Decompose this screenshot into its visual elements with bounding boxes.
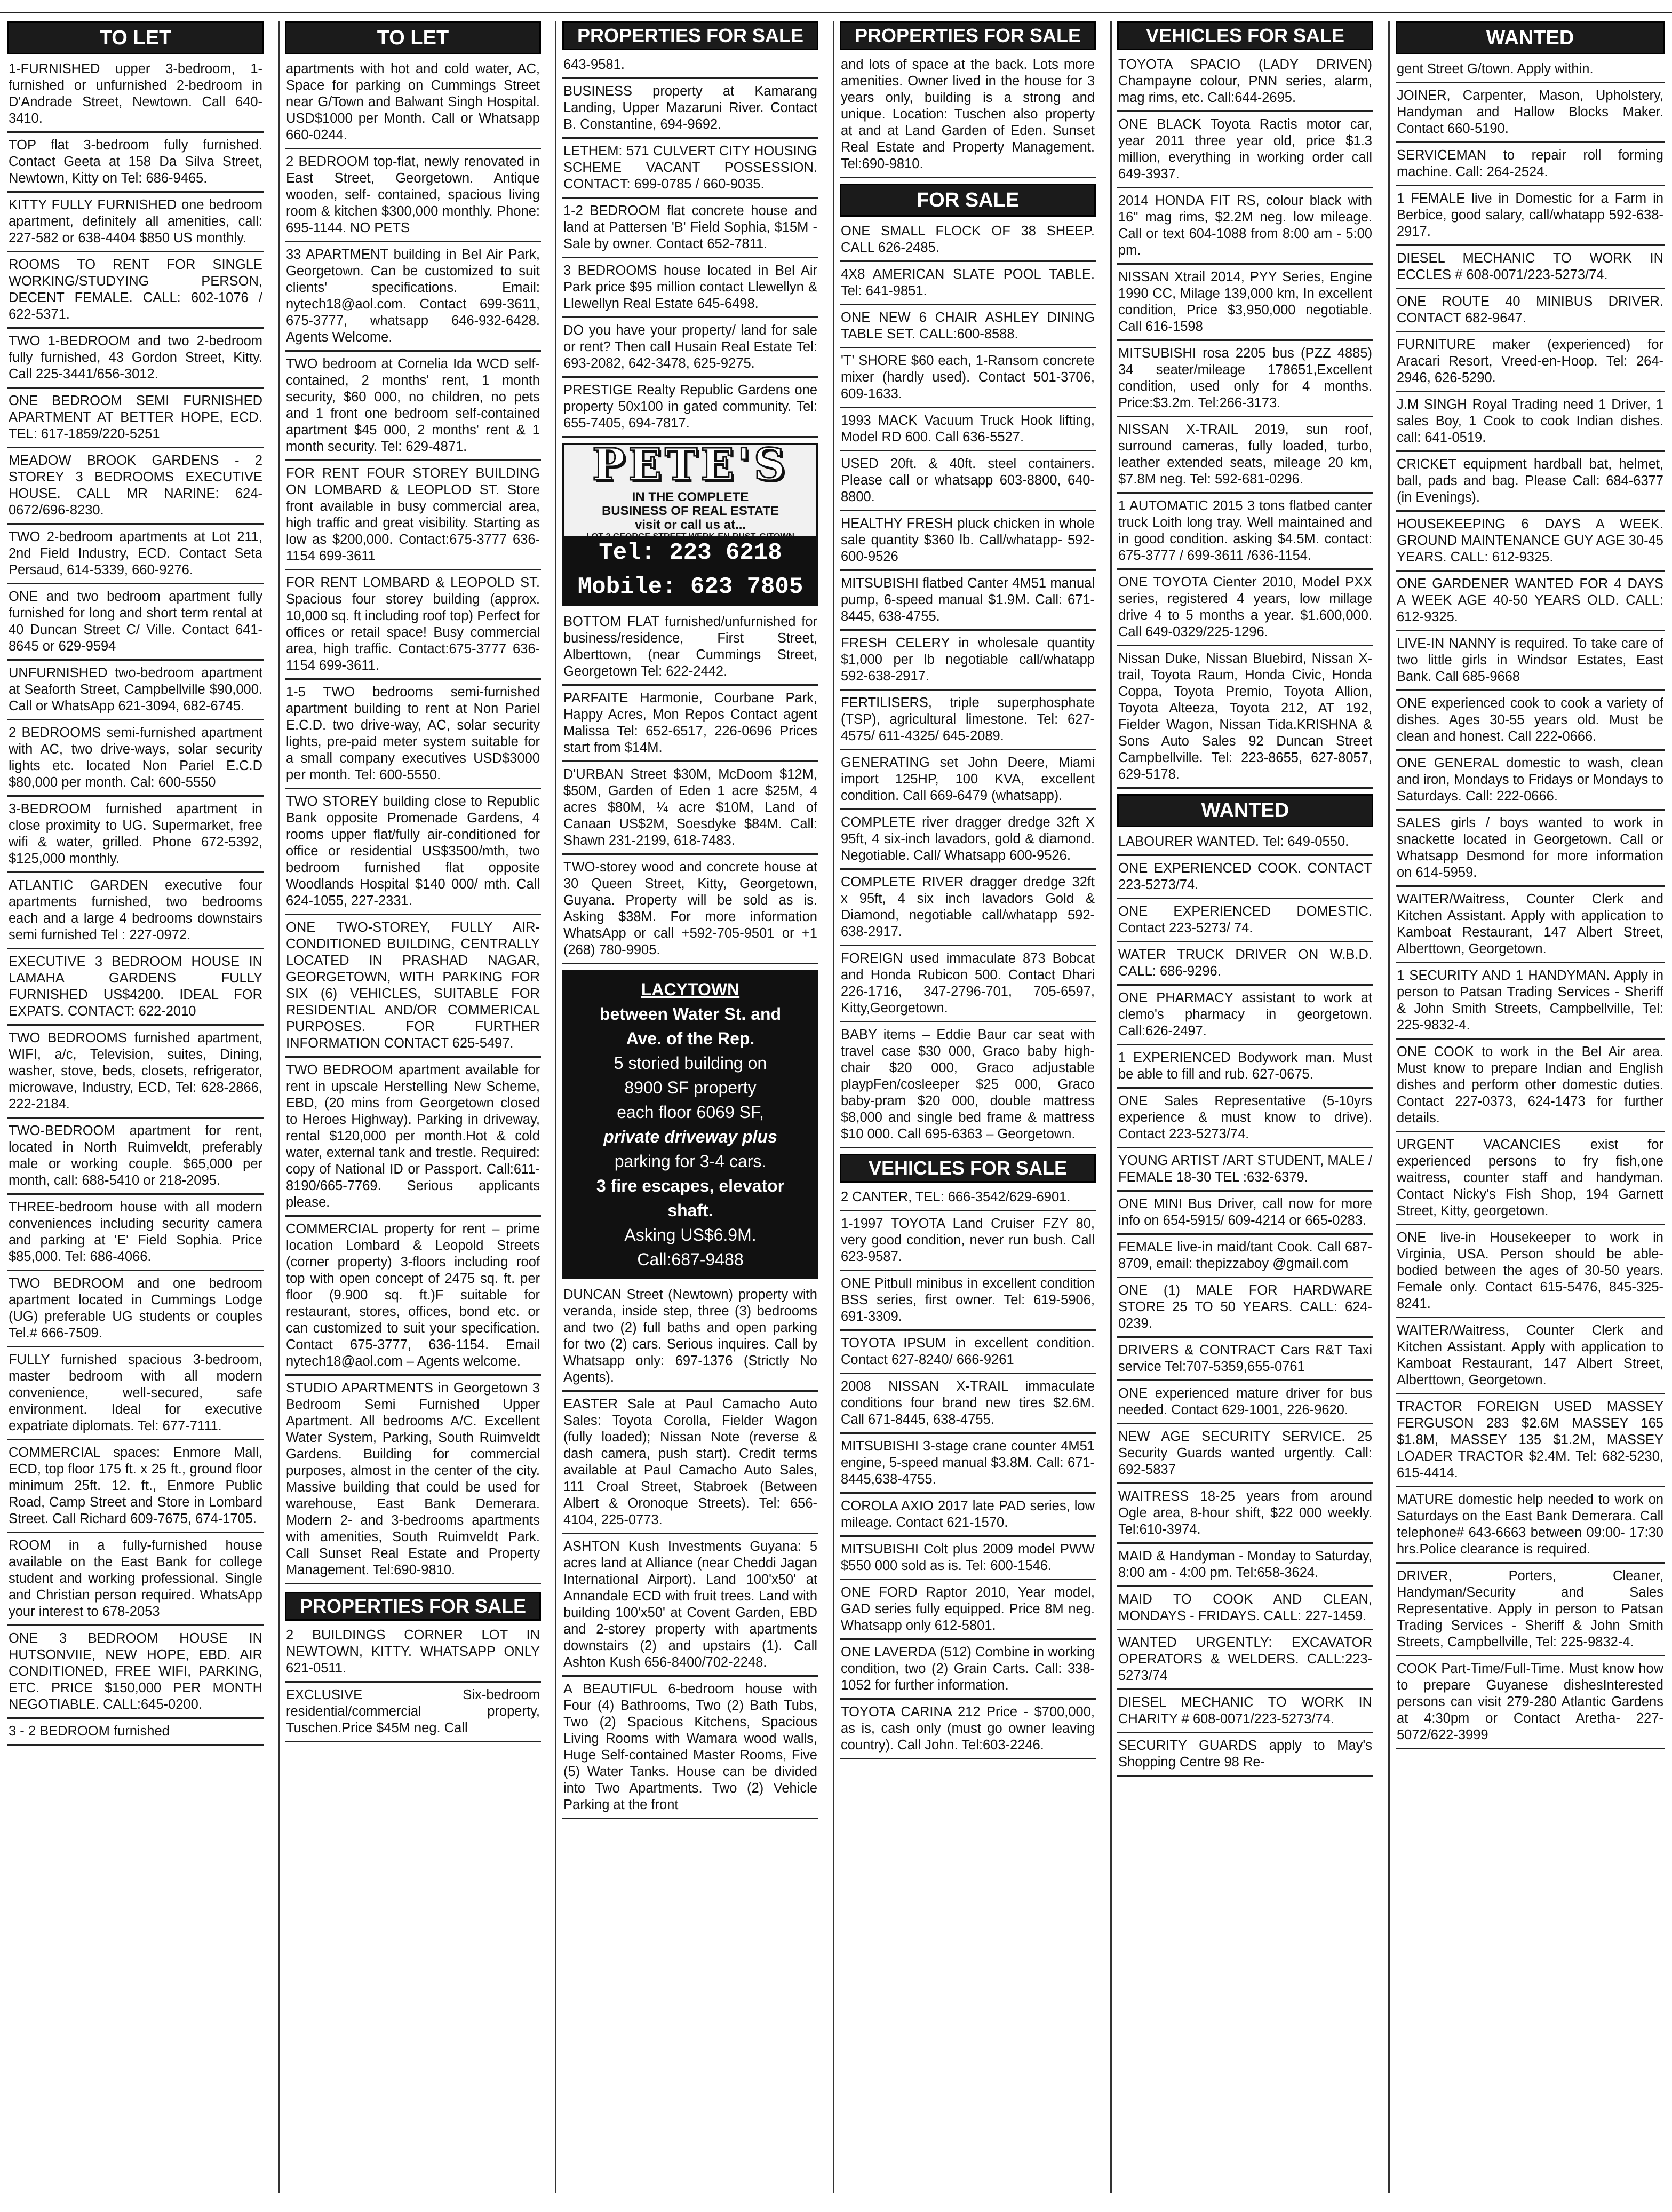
classified-ad: ONE FORD Raptor 2010, Year model, GAD series fully equipped. Price 8M neg. Whatsapp only 612-5801. [840, 1582, 1096, 1640]
classified-ad: HOUSEKEEPING 6 DAYS A WEEK. GROUND MAINTENANCE GUY AGE 30-45 YEARS. CALL: 612-9325. [1396, 514, 1665, 572]
classified-ad: TWO STOREY building close to Republic Bank opposite Promenade Gardens, 4 rooms upper flat/fully air-conditioned for office or residential US$3500/mth, two bedroom furnished flat opposite Woodlands Hospital $140 000/ mth. Call 624-1055, 227-2331. [285, 791, 541, 915]
classified-ad: 1-1997 TOYOTA Land Cruiser FZY 80, very good condition, never run bush. Call 623-9587. [840, 1214, 1096, 1271]
classified-ad: 4X8 AMERICAN SLATE POOL TABLE. Tel: 641-9851. [840, 264, 1096, 305]
classified-ad: FOREIGN used immaculate 873 Bobcat and Honda Rubicon 500. Contact Dhari 226-1716, 347-2796-701, 705-6597, Kitty,Georgetown. [840, 948, 1096, 1022]
classified-ad: 1-FURNISHED upper 3-bedroom, 1-furnished or unfurnished 2-bedroom in D'Andrade Street, Newtown. Call 640-3410. [7, 59, 264, 133]
petes-real-estate-logo [562, 439, 818, 606]
column-4 [838, 21, 1098, 2191]
classified-ad: STUDIO APARTMENTS in Georgetown 3 Bedroom Semi Furnished Upper Apartment. All bedrooms A/C. Excellent Water System, Parking, South Ruimveldt Gardens. Building for commercial purposes, almost in the center of the city. Massive building that could be used for warehouse, East Bank Demerara. Modern 2- and 3-bedrooms apartments with amenities, South Ruimveldt Park. Call Sunset Real Estate and Property Management. Tel:690-9810. [285, 1378, 541, 1584]
section-heading: PROPERTIES FOR SALE [840, 21, 1096, 50]
classified-ad: COMMERCIAL property for rent – prime location Lombard & Leopold Streets (corner property) 3-floors including roof top with open concept of 2475 sq. ft. per floor (9.900 sq. ft.)F suitable for restaurant, stores, offices, bond etc. or can customized to suit your specification. Contact 675-3777, 636-1154. Email nytech18@aol.com – Agents welcome. [285, 1219, 541, 1376]
classified-ad: TOYOTA IPSUM in excellent condition. Contact 627-8240/ 666-9261 [840, 1333, 1096, 1374]
classified-ad: 1-2 BEDROOM flat concrete house and land at Pattersen 'B' Field Sophia, $15M - Sale by owner. Contact 652-7811. [562, 201, 818, 258]
classified-ad: 643-9581. [562, 54, 818, 79]
logo-tagline: IN THE COMPLETE [632, 490, 749, 504]
classified-ad: DUNCAN Street (Newtown) property with veranda, inside step, three (3) bedrooms and two (2) full baths and open parking for two (2) cars. Serious inquires. Call by Whatsapp only: 697-1376 (Strictly No Agents). [562, 1285, 818, 1392]
classified-ad: DIESEL MECHANIC TO WORK IN CHARITY # 608-0071/223-5273/74. [1117, 1692, 1373, 1733]
classified-ad: 3-BEDROOM furnished apartment in close proximity to UG. Supermarket, free wifi & water, grilled. Phone 672-5392, $125,000 monthly. [7, 799, 264, 873]
section-heading: VEHICLES FOR SALE [1117, 21, 1373, 50]
column-divider [1110, 21, 1112, 2193]
classified-ad: ONE Sales Representative (5-10yrs experience & must know to drive). Contact 223-5273/74. [1117, 1091, 1373, 1148]
classified-ad: 3 - 2 BEDROOM furnished [7, 1721, 264, 1746]
classified-ad: BUSINESS property at Kamarang Landing, Upper Mazaruni River. Contact B. Constantine, 694-9692. [562, 81, 818, 139]
classified-ad: LETHEM: 571 CULVERT CITY HOUSING SCHEME VACANT POSSESSION. CONTACT: 699-0785 / 660-9035. [562, 141, 818, 199]
classified-ad: ONE live-in Housekeeper to work in Virginia, USA. Person should be able-bodied between the ages of 30-50 years. Female only. Contact 615-5476, 845-325-8241. [1396, 1227, 1665, 1318]
classified-ad: MITSUBISHI Colt plus 2009 model PWW $550 000 sold as is. Tel: 600-1546. [840, 1539, 1096, 1580]
classified-ad: FOR RENT FOUR STOREY BUILDING ON LOMBARD & LEOPLOD ST. Store front available in busy commercial area, high traffic and great visibility. Starting as low as $200,000. Contact:675-3777 636-1154 699-3611 [285, 463, 541, 570]
ad-list [840, 54, 1096, 178]
classified-ad: 2014 HONDA FIT RS, colour black with 16" mag rims, $2.2M neg. low mileage. Call or text 604-1088 from 8:00 am - 5:00 pm. [1117, 191, 1373, 265]
classified-ad: PARFAITE Harmonie, Courbane Park, Happy Acres, Mon Repos Contact agent Malissa Tel: 652-6517, 226-0696 Prices start from $14M. [562, 688, 818, 762]
ad-list [562, 54, 818, 438]
classified-ad: ONE EXPERIENCED DOMESTIC. Contact 223-5273/ 74. [1117, 901, 1373, 942]
classified-ad: ONE PHARMACY assistant to work at clemo's pharmacy in georgetown. Call:626-2497. [1117, 988, 1373, 1045]
classified-ad: HEALTHY FRESH pluck chicken in whole sale quantity $360 lb. Call/whatapp- 592-600-9526 [840, 513, 1096, 571]
classified-ad: 'T' SHORE $60 each, 1-Ransom concrete mixer (hardly used). Contact 501-3706, 609-1633. [840, 351, 1096, 408]
classified-ad: ONE BEDROOM SEMI FURNISHED APARTMENT AT BETTER HOPE, ECD. TEL: 617-1859/220-5251 [7, 391, 264, 448]
classified-ad: PRESTIGE Realty Republic Gardens one property 50x100 in gated community. Tel: 655-7405, 694-7817. [562, 380, 818, 438]
classified-ad: ONE TWO-STOREY, FULLY AIR-CONDITIONED BUILDING, CENTRALLY LOCATED IN PRASHAD NAGAR, GEORGETOWN, WITH PARKING FOR SIX (6) VEHICLES, SUITABLE FOR RESIDENTIAL AND/OR COMMERICAL PURPOSES. FOR FURTHER INFORMATION CONTACT 625-5497. [285, 917, 541, 1058]
section-heading: WANTED [1396, 21, 1665, 54]
classified-ad: SERVICEMAN to repair roll forming machine. Call: 264-2524. [1396, 145, 1665, 186]
classified-ad: 2 BEDROOMS semi-furnished apartment with AC, two drive-ways, solar security lights etc. located Non Pariel E.C.D $80,000 per month. Cal: 600-5550 [7, 723, 264, 797]
classified-ad: COROLA AXIO 2017 late PAD series, low mileage. Contact 621-1570. [840, 1496, 1096, 1537]
classified-ad: J.M SINGH Royal Trading need 1 Driver, 1 sales Boy, 1 Cook to cook Indian dishes. call: 641-0519. [1396, 394, 1665, 452]
classified-ad: ONE GARDENER WANTED FOR 4 DAYS A WEEK AGE 40-50 YEARS OLD. CALL: 612-9325. [1396, 574, 1665, 631]
classified-ad: COMPLETE river dragger dredge 32ft X 95ft, 4 six-inch lavadors, gold & diamond. Negotiable. Call/ Whatsapp 600-9526. [840, 812, 1096, 870]
classified-ad: TWO-storey wood and concrete house at 30 Queen Street, Kitty, Georgetown, Guyana. Property will be sold as is. Asking $38M. For more information WhatsApp or call +592-705-9501 or +1 (268) 780-9905. [562, 857, 818, 964]
box-line: Ave. of the Rep. [626, 1029, 755, 1048]
classified-ad: BABY items – Eddie Baur car seat with travel case $30 000, Graco baby high-chair $20 000, Graco adjustable playpFen/cosleeper $25 000, Graco baby-pram $20 000, double mattress $8,000 and single bed frame & mattress $10 000. Call 695-6363 – Georgetown. [840, 1025, 1096, 1148]
ad-list [285, 59, 541, 1584]
section-heading: TO LET [7, 21, 264, 54]
classified-ad: LIVE-IN NANNY is required. To take care of two little girls in Windsor Estates, East Bank. Call 685-9668 [1396, 633, 1665, 691]
classified-ad: ONE COOK to work in the Bel Air area. Must know to prepare Indian and English dishes and perform other domestic duties. Contact 227-0373, 624-1473 for further details. [1396, 1042, 1665, 1132]
classified-ad: FRESH CELERY in wholesale quantity $1,000 per lb negotiable call/whatapp 592-638-2917. [840, 633, 1096, 691]
classified-ad: SECURITY GUARDS apply to May's Shopping Centre 98 Re- [1117, 1735, 1373, 1777]
section-heading: FOR SALE [840, 184, 1096, 217]
classified-ad: ONE LAVERDA (512) Combine in working condition, two (2) Grain Carts. Call: 338-1052 for further information. [840, 1642, 1096, 1700]
classified-ad: ONE and two bedroom apartment fully furnished for long and short term rental at 40 Duncan Street C/ Ville. Contact 641-8645 or 629-9594 [7, 586, 264, 661]
classified-ad: ONE EXPERIENCED COOK. CONTACT 223-5273/74. [1117, 858, 1373, 899]
classified-ad: TWO bedroom at Cornelia Ida WCD self-contained, 2 months' rent, 1 month security, $60 000, no children, no pets and 1 front one bedroom self-contained apartment $45 000, 2 months' rent & 1 month security. Tel: 629-4871. [285, 354, 541, 461]
classified-ad: gent Street G/town. Apply within. [1396, 59, 1665, 83]
top-rule [0, 0, 1672, 13]
classified-ad: MEADOW BROOK GARDENS - 2 STOREY 3 BEDROOMS EXECUTIVE HOUSE. CALL MR NARINE: 624-0672/696-8230. [7, 450, 264, 525]
classified-ad: Nissan Duke, Nissan Bluebird, Nissan X-trail, Toyota Raum, Honda Civic, Honda Coppa, Toyota Premio, Toyota Allion, Toyota Alteeza, Toyota 212, AT 192, Fielder Wagon, Nissan Tida.KRISHNA & Sons Auto Sales 92 Duncan Street Campbellville. Tel: 223-8655, 627-8057, 629-5178. [1117, 648, 1373, 789]
classified-ad: DO you have your property/ land for sale or rent? Then call Husain Real Estate Tel: 693-2082, 642-3478, 625-9275. [562, 320, 818, 378]
classified-ad: NISSAN Xtrail 2014, PYY Series, Engine 1990 CC, Milage 139,000 km, In excellent condition, Price $3,950,000 negotiable. Call 616-1598 [1117, 267, 1373, 341]
classified-ad: FERTILISERS, triple superphosphate (TSP), agricultural limestone. Tel: 627-4575/ 611-4325/ 645-2089. [840, 693, 1096, 750]
classified-ad: FOR RENT LOMBARD & LEOPOLD ST. Spacious four storey building (approx. 10,000 sq. ft including roof top) Perfect for offices or retail space! Busy commercial area, high traffic. Contact:675-3777 636-1154 699-3611. [285, 573, 541, 680]
column-divider [278, 21, 280, 2193]
classified-ad: 1 FEMALE live in Domestic for a Farm in Berbice, good salary, call/whatapp 592-638-2917. [1396, 188, 1665, 246]
classified-ad: ONE experienced mature driver for bus needed. Contact 629-1001, 226-9620. [1117, 1383, 1373, 1424]
column-1 [5, 21, 266, 2191]
classified-ad: MAID & Handyman - Monday to Saturday, 8:00 am - 4:00 pm. Tel:658-3624. [1117, 1546, 1373, 1587]
classified-ad: WAITER/Waitress, Counter Clerk and Kitchen Assistant. Apply with application to Kamboat Restaurant, 147 Albert Street, Alberttown, Georgetown. [1396, 889, 1665, 963]
classified-ad: ONE MINI Bus Driver, call now for more info on 654-5915/ 609-4214 or 665-0283. [1117, 1194, 1373, 1235]
ad-list [1117, 54, 1373, 789]
classified-ad: THREE-bedroom house with all modern conveniences including security camera and parking at 'E' Field Sophia. Price $85,000. Tel: 686-4066. [7, 1197, 264, 1271]
classified-ad: MITSUBISHI 3-stage crane counter 4M51 engine, 5-speed manual $3.8M. Call: 671-8445,638-4755. [840, 1436, 1096, 1494]
classified-ad: EXECUTIVE 3 BEDROOM HOUSE IN LAMAHA GARDENS FULLY FURNISHED US$4200. IDEAL FOR EXPATS. CONTACT: 622-2010 [7, 952, 264, 1026]
section-heading: PROPERTIES FOR SALE [562, 21, 818, 50]
classified-ad: ONE Pitbull minibus in excellent condition BSS series, first owner. Tel: 619-5906, 691-3309. [840, 1273, 1096, 1331]
classified-ad: ONE GENERAL domestic to wash, clean and iron, Mondays to Fridays or Mondays to Saturdays. Call: 222-0666. [1396, 753, 1665, 811]
classified-ad: FURNITURE maker (experienced) for Aracari Resort, Vreed-en-Hoop. Tel: 264-2946, 626-5290. [1396, 335, 1665, 392]
classified-ad: 2 BEDROOM top-flat, newly renovated in East Street, Georgetown. Antique wooden, self- contained, spacious living room & kitchen $300,000 monthly. Phone: 695-1144. NO PETS [285, 152, 541, 242]
logo-phone: Tel: 223 6218 [564, 536, 816, 570]
classified-ad: ONE NEW 6 CHAIR ASHLEY DINING TABLE SET. CALL:600-8588. [840, 307, 1096, 348]
classified-ad: TWO-BEDROOM apartment for rent, located in North Ruimveldt, preferably male or working couple. $65,000 per month, call: 688-5410 or 218-2095. [7, 1121, 264, 1195]
classified-ad: and lots of space at the back. Lots more amenities. Owner lived in the house for 3 years only, building is a strong and unique. Location: Tuschen also property at and at Land Garden of Eden. Sunset Real Estate and Property Management. Tel:690-9810. [840, 54, 1096, 178]
ad-list [1396, 59, 1665, 1749]
classified-ad: TRACTOR FOREIGN USED MASSEY FERGUSON 283 $2.6M MASSEY 165 $1.8M, MASSEY 135 $1.2M, MASSEY LOADER TRACTOR $2.4M. Tel: 682-5230, 615-4414. [1396, 1397, 1665, 1487]
box-line: private driveway plus [603, 1127, 777, 1146]
classified-ad: WATER TRUCK DRIVER ON W.B.D. CALL: 686-9296. [1117, 945, 1373, 986]
classified-ad: 2 CANTER, TEL: 666-3542/629-6901. [840, 1187, 1096, 1211]
logo-address: LOT 2 GEORGE STREET WERK-EN-RUST, G/TOWN [586, 532, 794, 541]
classified-ad: TWO BEDROOM apartment available for rent in upscale Herstelling New Scheme, EBD, (20 mins from Georgetown closed to Heroes Highway). Parking in driveway, rental $120,000 per month.Hot & cold water, external tank and trestle. Required: copy of National ID or Passport. Call:611-8190/665-7769. Serious applicants please. [285, 1060, 541, 1217]
classified-ad: EASTER Sale at Paul Camacho Auto Sales: Toyota Corolla, Fielder Wagon (fully loaded); Nissan Note (reverse & dash camera, push start). Credit terms available at Paul Camacho Auto Sales, 111 Croal Street, Stabroek (Between Albert & Oronoque Streets). Tel: 656-4104, 225-0773. [562, 1394, 818, 1534]
classified-ad: apartments with hot and cold water, AC, Space for parking on Cummings Street near G/Town and Balwant Singh Hospital. USD$1000 per Month. Call or Whatsapp 660-0244. [285, 59, 541, 149]
logo-tagline: visit or call us at... [634, 518, 746, 532]
column-6 [1394, 21, 1667, 2191]
classified-ad: 1 AUTOMATIC 2015 3 tons flatbed canter truck Loith long tray. Well maintained and in good condition. asking $4.5M. contact: 675-3777 / 699-3611 /636-1154. [1117, 496, 1373, 570]
box-line: 3 fire escapes, elevator [596, 1176, 785, 1195]
classified-ad: ONE BLACK Toyota Ractis motor car, year 2011 three year old, price $1.3 million, everything in working order call 649-3937. [1117, 114, 1373, 188]
classified-ad: D'URBAN Street $30M, McDoom $12M, $50M, Garden of Eden 1 acre $25M, 4 acres $80M, ¼ acre $10M, Land of Canaan US$2M, Soesdyke $84M. Call: Shawn 231-2199, 618-7483. [562, 764, 818, 855]
classified-ad: CRICKET equipment hardball bat, helmet, ball, pads and bag. Please Call: 684-6377 (in Evenings). [1396, 454, 1665, 512]
classified-ad: DRIVERS & CONTRACT Cars R&T Taxi service Tel:707-5359,655-0761 [1117, 1340, 1373, 1381]
classified-ad: ONE SMALL FLOCK OF 38 SHEEP. CALL 626-2485. [840, 221, 1096, 262]
box-line: 8900 SF property [624, 1078, 757, 1097]
column-5 [1115, 21, 1375, 2191]
classified-ad: COMMERCIAL spaces: Enmore Mall, ECD, top floor 175 ft. x 25 ft., ground floor minimum 25ft. 12. ft., Enmore Public Road, Camp Street and Store in Lombard Street. Call Richard 609-7675, 674-1705. [7, 1442, 264, 1533]
ad-list [840, 1187, 1096, 1759]
classified-ad: ROOMS TO RENT FOR SINGLE WORKING/STUDYING PERSON, DECENT FEMALE. CALL: 602-1076 / 622-5371. [7, 255, 264, 329]
box-line: shaft. [667, 1201, 713, 1220]
classified-ad: ONE ROUTE 40 MINIBUS DRIVER. CONTACT 682-9647. [1396, 291, 1665, 332]
classified-ad: WAITER/Waitress, Counter Clerk and Kitchen Assistant. Apply with application to Kamboat Restaurant, 147 Albert Street, Alberttown, Georgetown. [1396, 1320, 1665, 1394]
classified-ad: KITTY FULLY FURNISHED one bedroom apartment, definitely all amenities, call: 227-582 or 638-4404 $850 US monthly. [7, 195, 264, 252]
classified-ad: ATLANTIC GARDEN executive four apartments furnished, two bedrooms each and a large 4 bedrooms downstairs semi furnished Tel : 227-0972. [7, 875, 264, 949]
box-title: LACYTOWN [641, 980, 740, 999]
classified-ad: JOINER, Carpenter, Mason, Upholstery, Handyman and Hallow Blocks Maker. Contact 660-5190. [1396, 85, 1665, 143]
section-heading: WANTED [1117, 794, 1373, 827]
box-line: Asking US$6.9M. [624, 1225, 757, 1244]
column-3 [560, 21, 821, 2191]
classified-ad: GENERATING set John Deere, Miami import 125HP, 100 KVA, excellent condition. Call 669-6479 (whatsapp). [840, 752, 1096, 810]
classified-ad: 3 BEDROOMS house located in Bel Air Park price $95 million contact Llewellyn & Llewellyn Real Estate 645-6498. [562, 260, 818, 318]
box-line: between Water St. and [599, 1004, 782, 1024]
classified-ad: TWO BEDROOMS furnished apartment, WIFI, a/c, Television, suites, Dining, washer, stove, beds, closets, refrigerator, microwave, Industry, ECD, Tel: 628-2866, 222-2184. [7, 1028, 264, 1119]
classified-ad: TOYOTA CARINA 212 Price - $700,000, as is, cash only (must go owner leaving country). Call John. Tel:603-2246. [840, 1702, 1096, 1759]
lacytown-box-ad [562, 970, 818, 1279]
classified-ad: MATURE domestic help needed to work on Saturdays on the East Bank Demerara. Call telephone# 643-6663 between 09:00- 17:30 hrs.Police clearance is required. [1396, 1489, 1665, 1564]
classified-ad: ONE TOYOTA Cienter 2010, Model PXX series, registered 4 years, low millage drive 4 to 5 months a year. $1.600,000. Call 649-0329/225-1296. [1117, 572, 1373, 646]
classified-ad: UNFURNISHED two-bedroom apartment at Seaforth Street, Campbellville $90,000. Call or WhatsApp 621-3094, 682-6745. [7, 663, 264, 720]
classified-ad: DRIVER, Porters, Cleaner, Handyman/Security and Sales Representative. Apply in person to Patsan Trading Services - Sheriff & John Smith Streets, Campbellville, Tel: 225-9832-4. [1396, 1566, 1665, 1656]
classified-ad: MAID TO COOK AND CLEAN, MONDAYS - FRIDAYS. CALL: 227-1459. [1117, 1589, 1373, 1630]
box-line: parking for 3-4 cars. [614, 1152, 767, 1171]
classified-ad: EXCLUSIVE Six-bedroom residential/commercial property, Tuschen.Price $45M neg. Call [285, 1685, 541, 1742]
column-divider [1388, 21, 1390, 2193]
classified-ad: WANTED URGENTLY: EXCAVATOR OPERATORS & WELDERS. CALL:223-5273/74 [1117, 1632, 1373, 1690]
ad-list [285, 1625, 541, 1742]
classified-ad: 1-5 TWO bedrooms semi-furnished apartment building to rent at Non Pariel E.C.D. two drive-way, AC, solar security lights, pre-paid meter system suitable for a small company executives USD$3000 per month. Tel: 600-5550. [285, 682, 541, 789]
section-heading: VEHICLES FOR SALE [840, 1154, 1096, 1183]
ad-list [562, 612, 818, 964]
classified-ad: MITSUBISHI flatbed Canter 4M51 manual pump, 6-speed manual $1.9M. Call: 671-8445, 638-4755. [840, 573, 1096, 631]
classified-ad: 33 APARTMENT building in Bel Air Park, Georgetown. Can be customized to suit clients' specifications. Email: nytech18@aol.com. Contact 699-3611, 675-3777, whatsapp 646-932-6428. Agents Welcome. [285, 244, 541, 352]
classified-ad: TOYOTA SPACIO (LADY DRIVEN) Champayne colour, PNN series, alarm, mag rims, etc. Call:644-2695. [1117, 54, 1373, 112]
ad-list [1117, 831, 1373, 1777]
ad-list [7, 59, 264, 1746]
section-heading: TO LET [285, 21, 541, 54]
column-2 [283, 21, 543, 2191]
classified-ad: TWO 1-BEDROOM and two 2-bedroom fully furnished, 43 Gordon Street, Kitty. Call 225-3441/656-3012. [7, 331, 264, 389]
classified-ad: FEMALE live-in maid/tant Cook. Call 687-8709, email: thepizzaboy @gmail.com [1117, 1237, 1373, 1278]
classified-ad: ONE (1) MALE FOR HARDWARE STORE 25 TO 50 YEARS. CALL: 624-0239. [1117, 1280, 1373, 1338]
classified-ad: TWO BEDROOM and one bedroom apartment located in Cummings Lodge (UG) preferable UG students or couples Tel.# 666-7509. [7, 1273, 264, 1347]
classified-ad: URGENT VACANCIES exist for experienced persons to fry fish,one waitress, counter staff and handyman. Contact Nicky's Fish Shop, 194 Garnett Street, Kitty, georgetown. [1396, 1135, 1665, 1225]
logo-mobile: Mobile: 623 7805 [564, 570, 816, 604]
logo-name: PETE'S [592, 439, 789, 490]
classified-ad: USED 20ft. & 40ft. steel containers. Please call or whatsapp 603-8800, 640-8800. [840, 454, 1096, 511]
classified-ad: MITSUBISHI rosa 2205 bus (PZZ 4885) 34 seater/mileage 178651,Excellent condition, used only for 4 months. Price:$3.2m. Tel:266-3173. [1117, 343, 1373, 417]
classified-ad: SALES girls / boys wanted to work in snackette located in Georgetown. Call or Whatsapp Desmond for more information on 614-5959. [1396, 813, 1665, 887]
classified-ad: A BEAUTIFUL 6-bedroom house with Four (4) Bathrooms, Two (2) Bath Tubs, Two (2) Spacious Kitchens, Spacious Living Rooms with Wamara wood walls, Huge Self-contained Master Rooms, Five (5) Water Tanks. House can be divided into Two Apartments. Two (2) Vehicle Parking at the front [562, 1679, 818, 1819]
classified-ad: NISSAN X-TRAIL 2019, sun roof, surround cameras, fully loaded, turbo, leather extended seats, mileage 20 km, $7.8M neg. Tel: 592-681-0296. [1117, 419, 1373, 494]
ad-list [840, 221, 1096, 1148]
classified-ad: TOP flat 3-bedroom fully furnished. Contact Geeta at 158 Da Silva Street, Newtown, Kitty on Tel: 686-9465. [7, 135, 264, 193]
section-heading: PROPERTIES FOR SALE [285, 1592, 541, 1621]
classified-ad: TWO 2-bedroom apartments at Lot 211, 2nd Field Industry, ECD. Contact Seta Persaud, 614-5339, 660-9276. [7, 527, 264, 584]
ad-list [562, 1285, 818, 1819]
box-line: each floor 6069 SF, [617, 1103, 764, 1122]
column-divider [555, 21, 556, 2193]
classified-ad: LABOURER WANTED. Tel: 649-0550. [1117, 831, 1373, 856]
classified-ad: 2008 NISSAN X-TRAIL immaculate conditions four brand new tires $2.6M. Call 671-8445, 638-4755. [840, 1376, 1096, 1434]
classified-ad: 1993 MACK Vacuum Truck Hook lifting, Model RD 600. Call 636-5527. [840, 410, 1096, 451]
classified-ad: ROOM in a fully-furnished house available on the East Bank for college student and working professional. Single and Christian person required. WhatsApp your interest to 678-2053 [7, 1535, 264, 1626]
classified-ad: ASHTON Kush Investments Guyana: 5 acres land at Alliance (near Cheddi Jagan International Airport). Land 100'x50' at Annandale ECD with fruit trees. Land with building 100'x50' at Covent Garden, EBD and 2-storey property with apartments downstairs (2) and upstairs (1). Call Ashton Kush 656-8400/702-2248. [562, 1536, 818, 1677]
logo-tagline: BUSINESS OF REAL ESTATE [601, 504, 779, 518]
box-line: 5 storied building on [614, 1053, 767, 1073]
classified-ad: COOK Part-Time/Full-Time. Must know how to prepare Guyanese dishesInterested persons can visit 279-280 Atlantic Gardens at 4:30pm or Contact Aretha- 227-5072/622-3999 [1396, 1659, 1665, 1749]
classified-ad: ONE experienced cook to cook a variety of dishes. Ages 30-55 years old. Must be clean and honest. Call 222-0666. [1396, 693, 1665, 751]
classified-ad: 1 SECURITY AND 1 HANDYMAN. Apply in person to Patsan Trading Services - Sheriff & John Smith Streets, Campbellville, Tel: 225-9832-4. [1396, 965, 1665, 1040]
classified-ad: ONE 3 BEDROOM HOUSE IN HUTSONVIIE, NEW HOPE, EBD. AIR CONDITIONED, FREE WIFI, PARKING, ETC. PRICE $150,000 PER MONTH NEGOTIABLE. CALL:645-0200. [7, 1628, 264, 1719]
classified-ad: 1 EXPERIENCED Bodywork man. Must be able to fill and rub. 627-0675. [1117, 1048, 1373, 1089]
classified-ad: YOUNG ARTIST /ART STUDENT, MALE / FEMALE 18-30 TEL :632-6379. [1117, 1151, 1373, 1192]
box-line: Call:687-9488 [637, 1250, 744, 1269]
classified-ad: 2 BUILDINGS CORNER LOT IN NEWTOWN, KITTY. WHATSAPP ONLY 621-0511. [285, 1625, 541, 1683]
classified-ad: NEW AGE SECURITY SERVICE. 25 Security Guards wanted urgently. Call: 692-5837 [1117, 1426, 1373, 1484]
classified-ad: WAITRESS 18-25 years from around Ogle area, 8-hour shift, $22 000 weekly. Tel:610-3974. [1117, 1486, 1373, 1544]
classified-ad: FULLY furnished spacious 3-bedroom, master bedroom with all modern convenience, well-secured, safe environment. Ideal for executive expatriate diplomats. Tel: 677-7111. [7, 1350, 264, 1440]
classified-ad: DIESEL MECHANIC TO WORK IN ECCLES # 608-0071/223-5273/74. [1396, 248, 1665, 289]
column-divider [833, 21, 834, 2193]
classified-ad: BOTTOM FLAT furnished/unfurnished for business/residence, First Street, Alberttown, (near Cummings Street, Georgetown Tel: 622-2442. [562, 612, 818, 686]
classified-ad: COMPLETE RIVER dragger dredge 32ft x 95ft, 4 six inch lavadors Gold & Diamond, negotiable call/whatapp 592-638-2917. [840, 872, 1096, 946]
